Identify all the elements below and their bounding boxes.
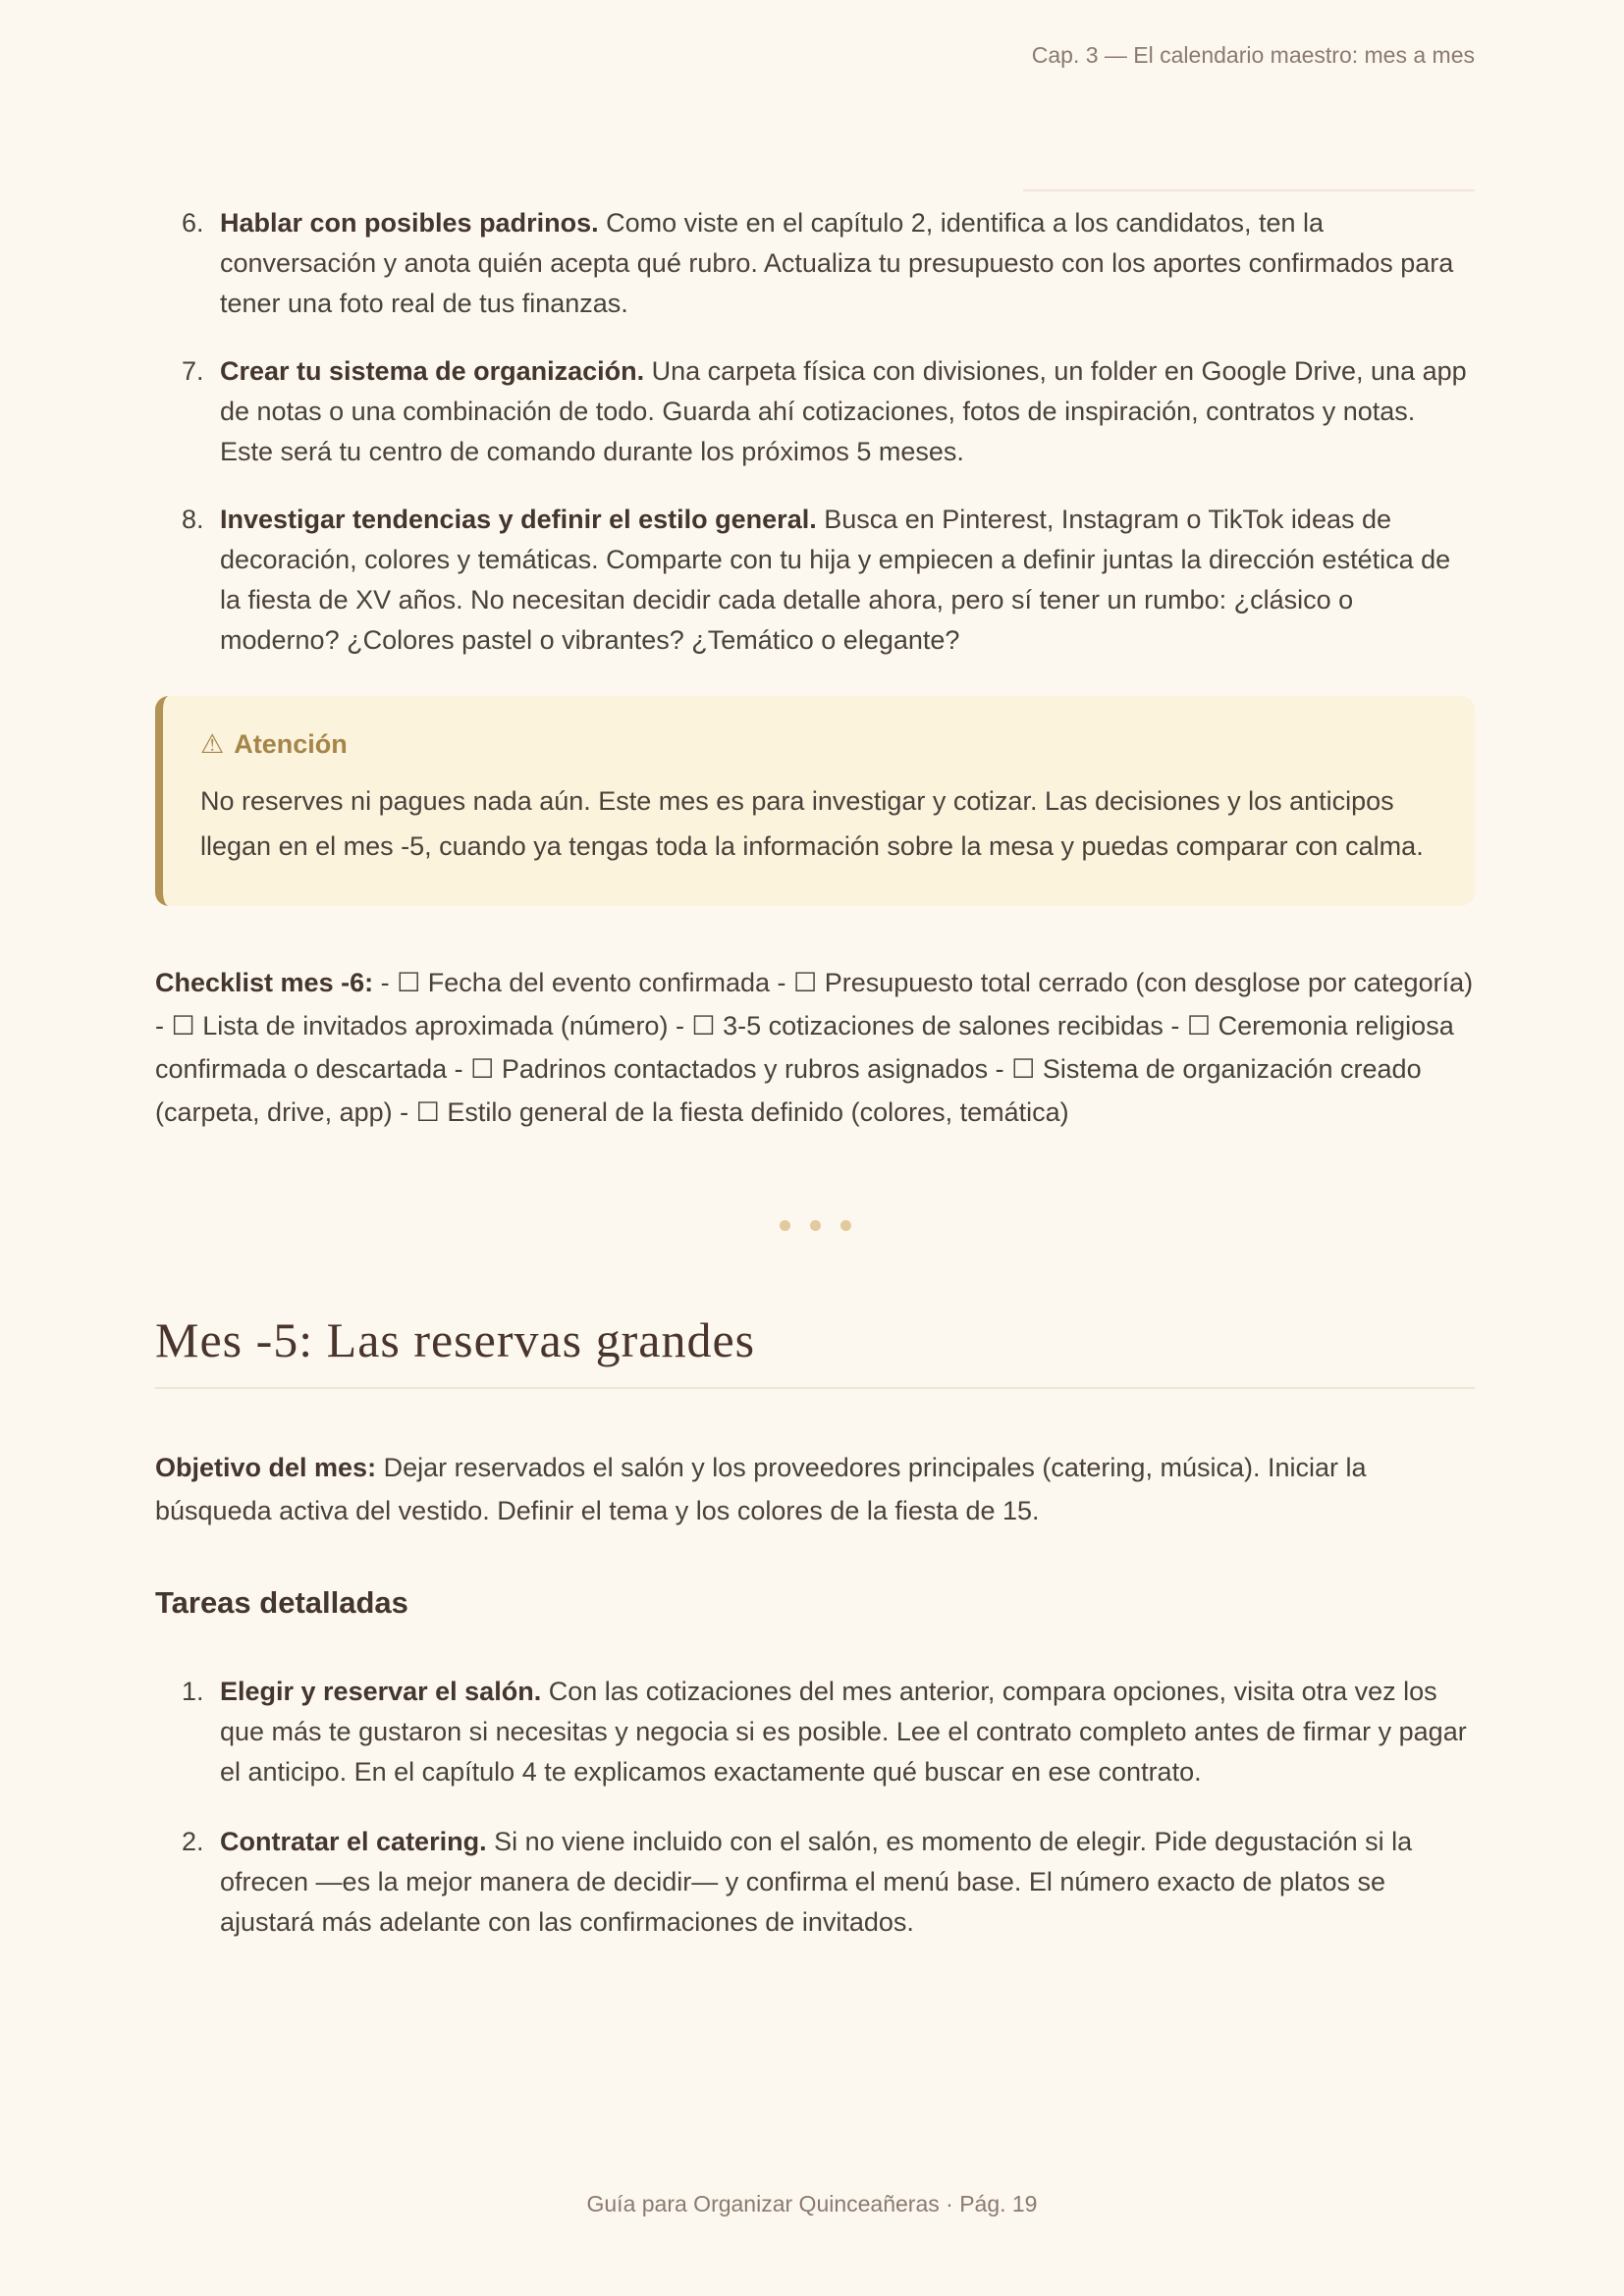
task-text <box>220 500 1475 661</box>
task-text <box>220 203 1475 324</box>
task-lead: Elegir y reservar el salón. <box>220 1677 542 1706</box>
task-number: 1. <box>182 1677 204 1706</box>
objective-paragraph <box>155 1446 1475 1532</box>
section-separator <box>155 1220 1475 1232</box>
task-body: Con las cotizaciones del mes anterior, compara opciones, visita otra vez los que más te gustaron si necesitas y negocia si es posible. Lee el contrato completo antes de firmar y pagar el anticipo. En el capítulo 4 te explicamos exactamente qué buscar en ese contrato. <box>220 1677 1467 1787</box>
task-lead: Crear tu sistema de organización. <box>220 356 645 386</box>
separator-dot <box>810 1220 821 1231</box>
task-lead: Investigar tendencias y definir el estilo general. <box>220 505 817 534</box>
header-rule <box>1023 189 1475 191</box>
task-number: 7. <box>182 356 204 386</box>
task-text <box>220 1822 1475 1943</box>
task-lead: Contratar el catering. <box>220 1827 487 1856</box>
task-lead: Hablar con posibles padrinos. <box>220 208 599 238</box>
task-list-mes-6 <box>155 203 1475 661</box>
task-list-mes-5 <box>155 1672 1475 1943</box>
task-item <box>182 1672 1475 1792</box>
objective-body: Dejar reservados el salón y los proveedores principales (catering, música). Iniciar la búsqueda activa del vestido. Definir el tema y los colores de la fiesta de 15. <box>155 1453 1367 1525</box>
task-number: 8. <box>182 505 204 534</box>
checklist-paragraph <box>155 961 1475 1134</box>
running-header: Cap. 3 — El calendario maestro: mes a mes <box>1031 42 1475 68</box>
checklist-body: - ☐ Fecha del evento confirmada - ☐ Presupuesto total cerrado (con desglose por categoría) - ☐ Lista de invitados aproximada (número) - ☐ 3-5 cotizaciones de salones recibidas - ☐ Ceremonia religiosa confirmada o descartada - ☐ Padrinos contactados y rubros asignados - ☐ Sistema de organización creado (carpeta, drive, app) - ☐ Estilo general de la fiesta definido (colores, temática) <box>155 968 1474 1127</box>
checklist-lead: Checklist mes -6: <box>155 968 374 997</box>
task-text <box>220 1672 1475 1792</box>
task-number: 2. <box>182 1827 204 1856</box>
section-title: Mes -5: Las reservas grandes <box>155 1312 756 1367</box>
task-body: Si no viene incluido con el salón, es momento de elegir. Pide degustación si la ofrecen —es la mejor manera de decidir— y confirma el menú base. El número exacto de platos se ajustará más adelante con las confirmaciones de invitados. <box>220 1827 1413 1937</box>
objective-lead: Objetivo del mes: <box>155 1453 377 1482</box>
task-item <box>182 1822 1475 1943</box>
callout-body: No reserves ni pagues nada aún. Este mes es para investigar y cotizar. Las decisiones y los anticipos llegan en el mes -5, cuando ya tengas toda la información sobre la mesa y puedas comparar con calma. <box>200 786 1424 861</box>
task-item <box>182 351 1475 472</box>
task-item <box>182 203 1475 324</box>
callout-title <box>200 725 1435 763</box>
task-body: Como viste en el capítulo 2, identifica a los candidatos, ten la conversación y anota quién acepta qué rubro. Actualiza tu presupuesto con los aportes confirmados para tener una foto real de tus finanzas. <box>220 208 1454 318</box>
task-item <box>182 500 1475 661</box>
task-body: Busca en Pinterest, Instagram o TikTok ideas de decoración, colores y temáticas. Comparte con tu hija y empiecen a definir juntas la dirección estética de la fiesta de XV años. No necesitan decidir cada detalle ahora, pero sí tener un rumbo: ¿clásico o moderno? ¿Colores pastel o vibrantes? ¿Temático o elegante? <box>220 505 1451 655</box>
callout-title-text: Atención <box>234 729 348 759</box>
attention-callout <box>155 696 1475 906</box>
warning-icon: ⚠ <box>200 729 225 759</box>
task-body: Una carpeta física con divisiones, un folder en Google Drive, una app de notas o una combinación de todo. Guarda ahí cotizaciones, fotos de inspiración, contratos y notas. Este será tu centro de comando durante los próximos 5 meses. <box>220 356 1467 466</box>
task-number: 6. <box>182 208 204 238</box>
separator-dot <box>780 1220 790 1231</box>
running-footer: Guía para Organizar Quinceañeras · Pág. 19 <box>586 2191 1038 2216</box>
separator-dot <box>840 1220 851 1231</box>
section-title-rule <box>155 1387 1475 1389</box>
task-text <box>220 351 1475 472</box>
sub-heading: Tareas detalladas <box>155 1585 408 1620</box>
